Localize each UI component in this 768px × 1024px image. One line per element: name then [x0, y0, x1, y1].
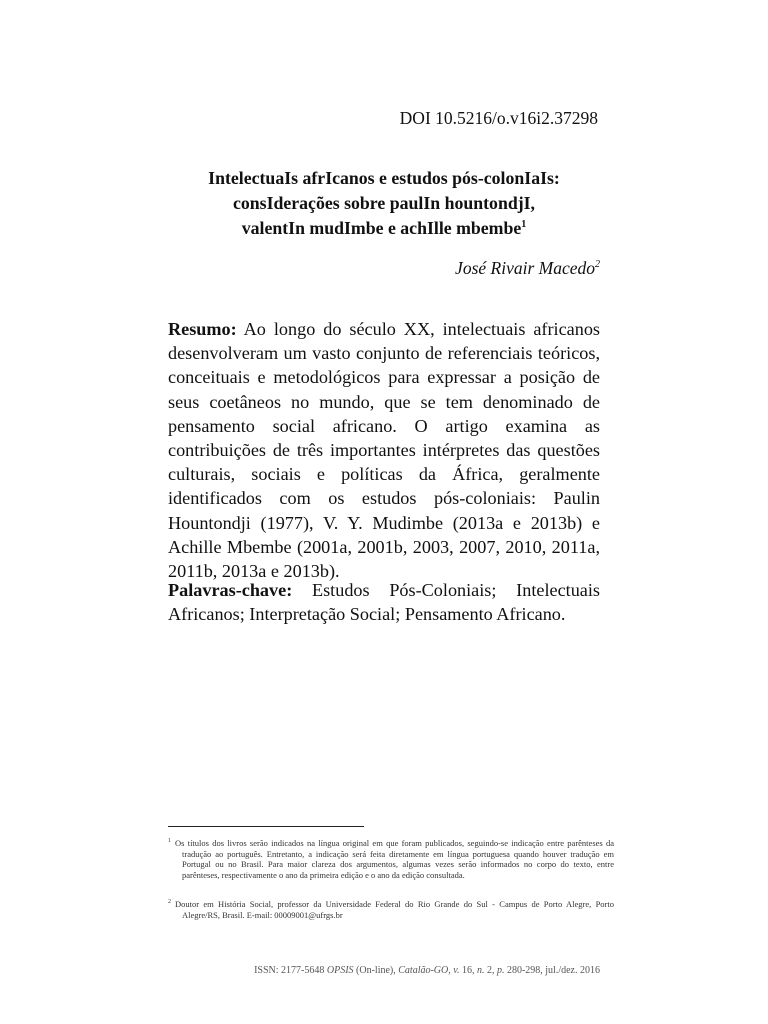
title-line-3	[168, 216, 600, 241]
abstract-label: Resumo:	[168, 319, 237, 339]
footer-journal: OPSIS	[326, 965, 354, 976]
footnote-2-text: Doutor em História Social, professor da Universidade Federal do Rio Grande do Sul - Campus de Porto Alegre, Porto Alegre/RS, Brasil. E-mail: 00009001@ufrgs.br	[175, 898, 614, 920]
footer-pages-prefix: p.	[496, 965, 505, 976]
footer-num: 2,	[486, 965, 495, 976]
keywords-paragraph	[168, 578, 600, 626]
title-line-2: consIderações sobre paulIn hountondjI,	[232, 193, 536, 213]
footer-num-prefix: n.	[476, 965, 485, 976]
title-footnote-mark[interactable]: 1	[521, 219, 527, 231]
footnote-1-text: Os títulos dos livros serão indicados na língua original em que foram publicados, seguindo-se indicação entre parênteses da tradução ao português. Entretanto, a indicação será feita diretamente em língua portuguesa quando houver tradução em Portugal ou no Brasil. Para maior clareza dos argumentos, algumas vezes serão informados no corpo do texto, entre parênteses, respectivamente o ano da primeira edição e o ano da edição consultada.	[175, 837, 614, 881]
abstract-text: Ao longo do século XX, intelectuais africanos desenvolveram um vasto conjunto de referenciais teóricos, conceituais e metodológicos para expressar a posição de seus coetâneos no mundo, que se tem denominado de pensamento social africano. O artigo examina as contribuições de três importantes intérpretes das questões culturais, sociais e políticas da África, geralmente identificados com os estudos pós-coloniais: Paulin Hountondji (1977), V. Y. Mudimbe (2013a e 2013b) e Achille Mbembe (2001a, 2001b, 2003, 2007, 2010, 2011a, 2011b, 2013a e 2013b).	[168, 319, 601, 582]
footer-issn: ISSN: 2177-5648	[254, 965, 325, 976]
footer-vol: 16,	[461, 965, 475, 976]
footer-online: (On-line),	[356, 965, 396, 976]
doi-line: DOI 10.5216/o.v16i2.37298	[399, 108, 598, 128]
footer-pages: 280-298, jul./dez. 2016	[506, 965, 600, 976]
footer-vol-prefix: , v.	[448, 965, 460, 976]
article-title	[168, 166, 600, 241]
footnote-1	[168, 836, 614, 881]
author-name	[455, 258, 600, 279]
title-line-3-text: valentIn mudImbe e achIlle mbembe	[241, 218, 522, 238]
title-line-1: IntelectuaIs afrIcanos e estudos pós-colonIaIs:	[208, 168, 560, 188]
author-name-text: José Rivair Macedo	[455, 258, 595, 278]
footnote-divider	[168, 826, 364, 827]
footnote-2	[168, 897, 614, 920]
author-footnote-mark[interactable]: 2	[595, 259, 600, 271]
footnote-2-mark: 2	[168, 899, 171, 905]
keywords-label: Palavras-chave:	[168, 580, 293, 600]
footer-place: Catalão-GO	[398, 965, 449, 976]
page-footer	[254, 965, 600, 976]
footnote-1-mark: 1	[168, 838, 171, 844]
abstract-paragraph	[168, 317, 600, 583]
keywords-text: Estudos Pós-Coloniais; Intelectuais Africanos; Interpretação Social; Pensamento Africano.	[168, 580, 600, 625]
